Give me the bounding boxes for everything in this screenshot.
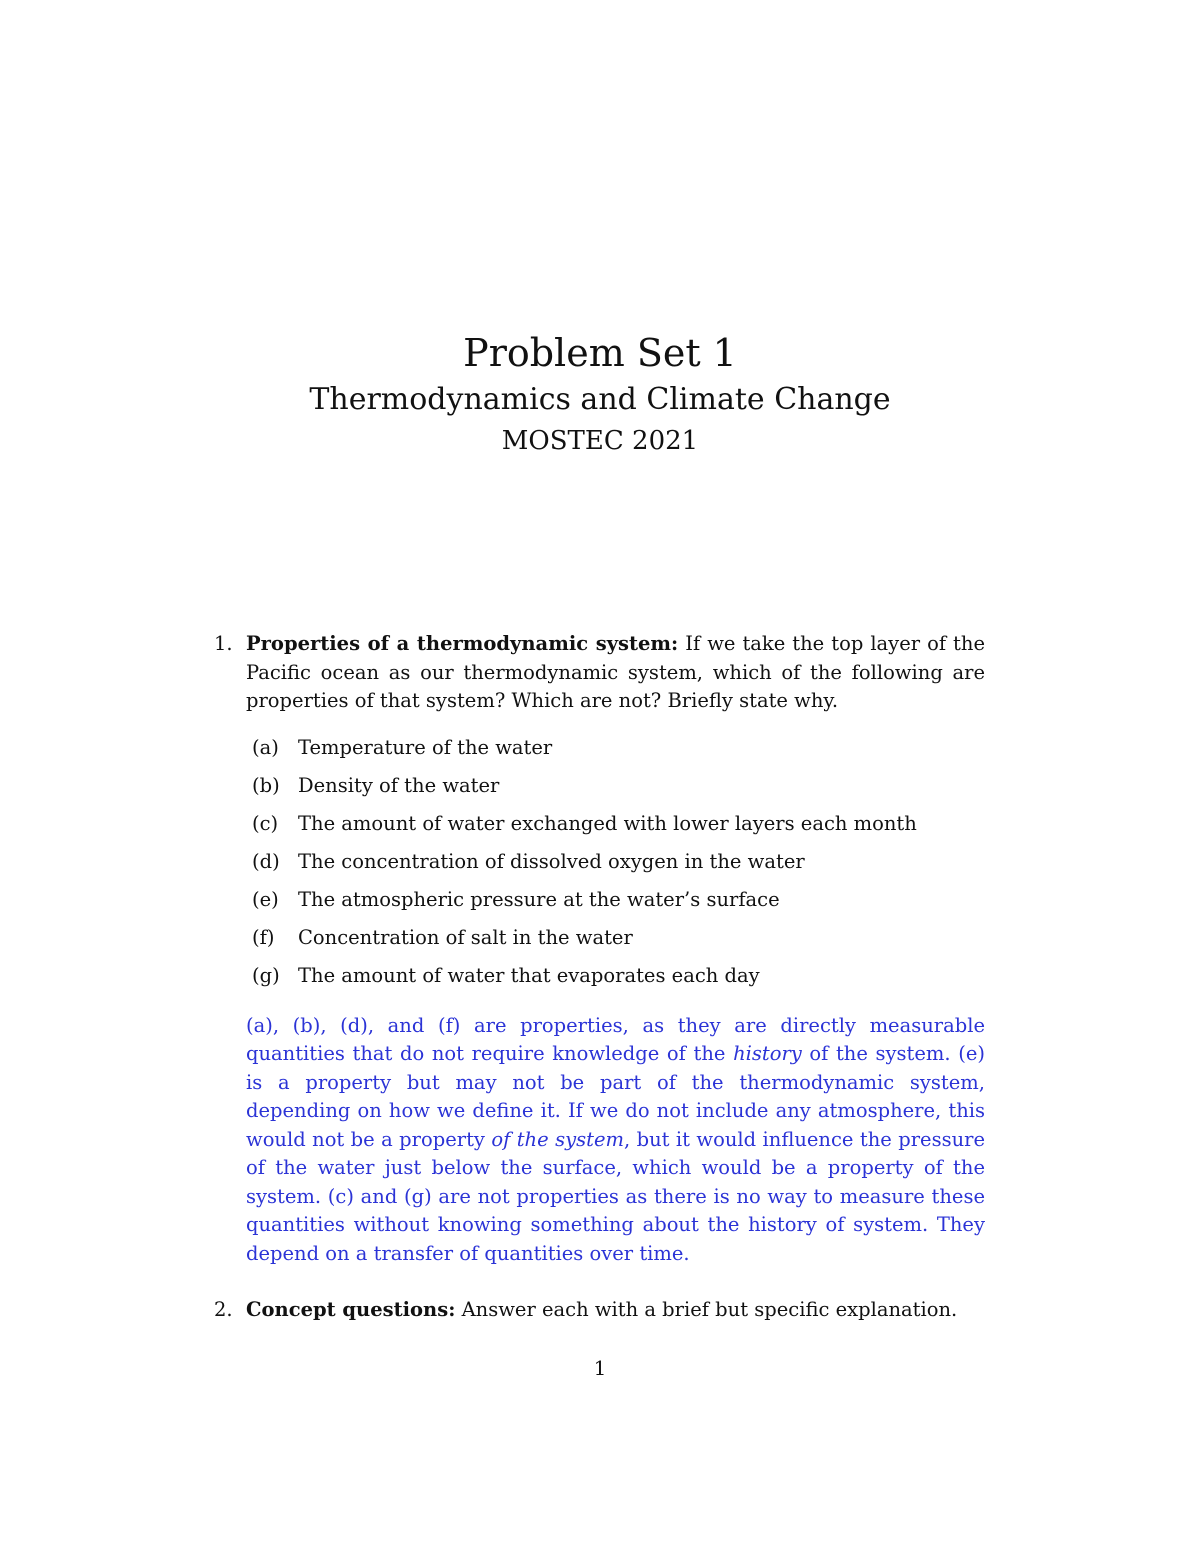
answer-emphasis-of-the-system: of the system — [491, 1127, 624, 1151]
problem-2-heading: Concept questions: — [246, 1298, 456, 1321]
list-item-label: (d) — [252, 849, 280, 873]
list-item-label: (a) — [252, 735, 279, 759]
problem-1-statement — [246, 630, 985, 716]
list-item-text: The amount of water that evaporates each day — [298, 963, 760, 987]
list-item-label: (c) — [252, 811, 279, 835]
problem-2-text: Answer each with a brief but specific explanation. — [455, 1298, 958, 1321]
page-number: 1 — [593, 1356, 607, 1380]
list-item-text: Concentration of salt in the water — [298, 925, 633, 949]
problem-list — [210, 630, 985, 1325]
answer-text-part-3: , but it would influence the pressure of the water just below the surface, which would be a property of the system. (c) and (g) are not properties as there is no way to measure these quantities without knowing something about the history of system. They depend on a transfer of quantities over time. — [246, 1127, 986, 1265]
problem-1-number: 1. — [214, 632, 233, 655]
answer-text-part-2: of the system. (e) is a property but may not be part of the thermodynamic system, depending on how we define it. If we do not include any atmosphere, this would not be a property — [246, 1042, 985, 1151]
problem-1-heading: Properties of a thermodynamic system: — [246, 632, 679, 655]
list-item — [246, 924, 985, 962]
list-item — [246, 848, 985, 886]
problem-1-options — [246, 734, 985, 1000]
list-item — [246, 810, 985, 848]
problem-2-number: 2. — [214, 1298, 233, 1321]
list-item-label: (e) — [252, 887, 279, 911]
problem-1-text: If we take the top layer of the Pacific ocean as our thermodynamic system, which of the following are properties of that system? Which are not? Briefly state why. — [246, 632, 985, 712]
answer-emphasis-history: history — [733, 1042, 802, 1065]
list-item — [246, 734, 985, 772]
answer-text-part-1: (a), (b), (d), and (f) are properties, as they are directly measurable quantities that do not require knowledge of the — [246, 1013, 985, 1065]
title-block — [0, 330, 1200, 458]
list-item-text: The concentration of dissolved oxygen in the water — [298, 849, 805, 873]
list-item-label: (f) — [252, 925, 275, 949]
page-title: Problem Set 1 — [463, 331, 737, 375]
problem-2-statement — [246, 1296, 985, 1325]
list-item-label: (g) — [252, 963, 280, 987]
list-item-text: The amount of water exchanged with lower layers each month — [298, 811, 917, 835]
list-item-text: Density of the water — [298, 773, 500, 797]
page-subtitle: Thermodynamics and Climate Change — [309, 382, 891, 417]
list-item-label: (b) — [252, 773, 280, 797]
list-item — [246, 886, 985, 924]
list-item — [246, 772, 985, 810]
problem-1 — [210, 630, 985, 1268]
problem-1-answer — [246, 1012, 985, 1269]
list-item-text: Temperature of the water — [298, 735, 553, 759]
list-item — [246, 962, 985, 1000]
list-item-text: The atmospheric pressure at the water’s surface — [298, 887, 780, 911]
course-name: MOSTEC 2021 — [501, 426, 699, 456]
problem-2 — [210, 1296, 985, 1325]
